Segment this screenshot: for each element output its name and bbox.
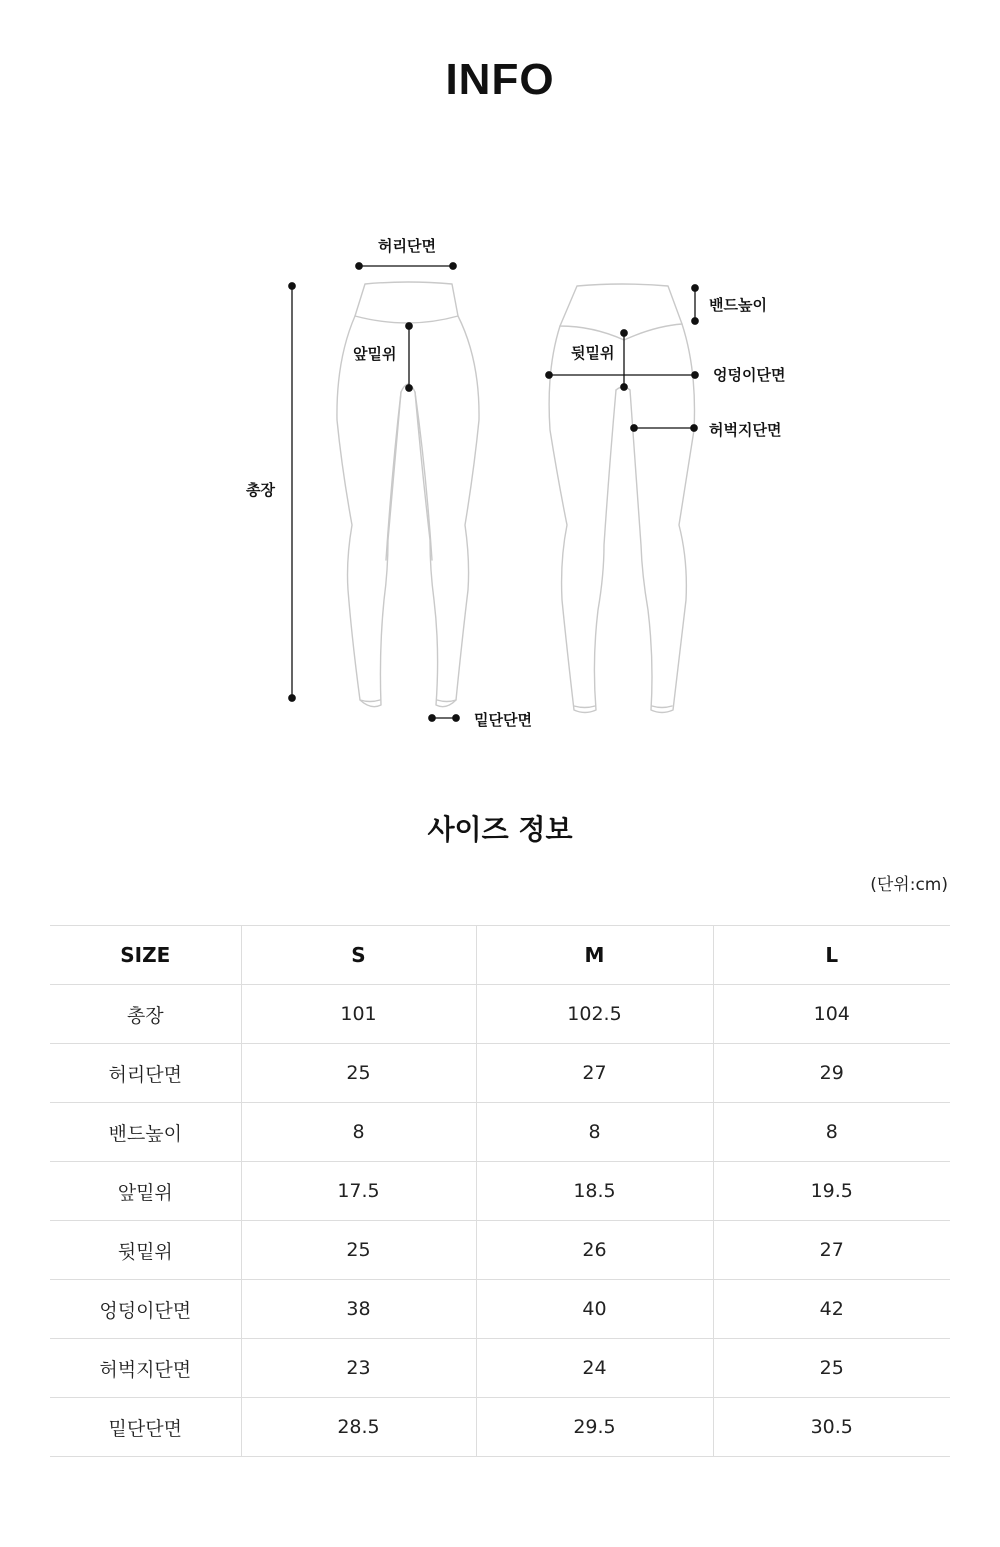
waist-width-label: 허리단면 [378,237,436,255]
row-label: 엉덩이단면 [50,1280,241,1339]
table-row [50,1221,950,1280]
unit-note: (단위:cm) [870,875,948,895]
cell-l: 42 [713,1280,950,1339]
cell-l: 19.5 [713,1162,950,1221]
row-label: 뒷밑위 [50,1221,241,1280]
table-row [50,1162,950,1221]
cell-m: 27 [476,1044,713,1103]
row-label: 허리단면 [50,1044,241,1103]
cell-l: 29 [713,1044,950,1103]
back-rise-label: 뒷밑위 [571,344,615,362]
cell-s: 101 [241,985,476,1044]
measurement-diagram [0,0,1000,760]
row-label: 밴드높이 [50,1103,241,1162]
header-s: S [241,926,476,985]
cell-s: 23 [241,1339,476,1398]
hip-width-label: 엉덩이단면 [713,366,786,384]
header-m: M [476,926,713,985]
row-label: 밑단단면 [50,1398,241,1457]
table-row [50,1103,950,1162]
cell-l: 30.5 [713,1398,950,1457]
cell-s: 25 [241,1044,476,1103]
cell-s: 8 [241,1103,476,1162]
cell-s: 25 [241,1221,476,1280]
cell-l: 27 [713,1221,950,1280]
row-label: 앞밑위 [50,1162,241,1221]
cell-m: 8 [476,1103,713,1162]
cell-s: 28.5 [241,1398,476,1457]
table-row [50,1044,950,1103]
leggings-illustration [0,0,1000,760]
total-length-label: 총장 [246,481,275,499]
hem-width-label: 밑단단면 [474,711,532,729]
table-row [50,985,950,1044]
header-l: L [713,926,950,985]
table-header-row [50,926,950,985]
table-row [50,1339,950,1398]
front-rise-label: 앞밑위 [353,345,397,363]
cell-m: 40 [476,1280,713,1339]
cell-m: 24 [476,1339,713,1398]
page-title: INFO [445,55,555,104]
cell-l: 25 [713,1339,950,1398]
row-label: 총장 [50,985,241,1044]
size-info-title: 사이즈 정보 [427,813,573,846]
table-row [50,1398,950,1457]
cell-s: 17.5 [241,1162,476,1221]
cell-l: 8 [713,1103,950,1162]
row-label: 허벅지단면 [50,1339,241,1398]
cell-s: 38 [241,1280,476,1339]
cell-m: 102.5 [476,985,713,1044]
cell-m: 26 [476,1221,713,1280]
cell-m: 18.5 [476,1162,713,1221]
thigh-width-label: 허벅지단면 [709,421,782,439]
cell-m: 29.5 [476,1398,713,1457]
band-height-label: 밴드높이 [709,296,767,314]
table-row [50,1280,950,1339]
cell-l: 104 [713,985,950,1044]
size-table [50,925,950,1457]
header-size: SIZE [50,926,241,985]
